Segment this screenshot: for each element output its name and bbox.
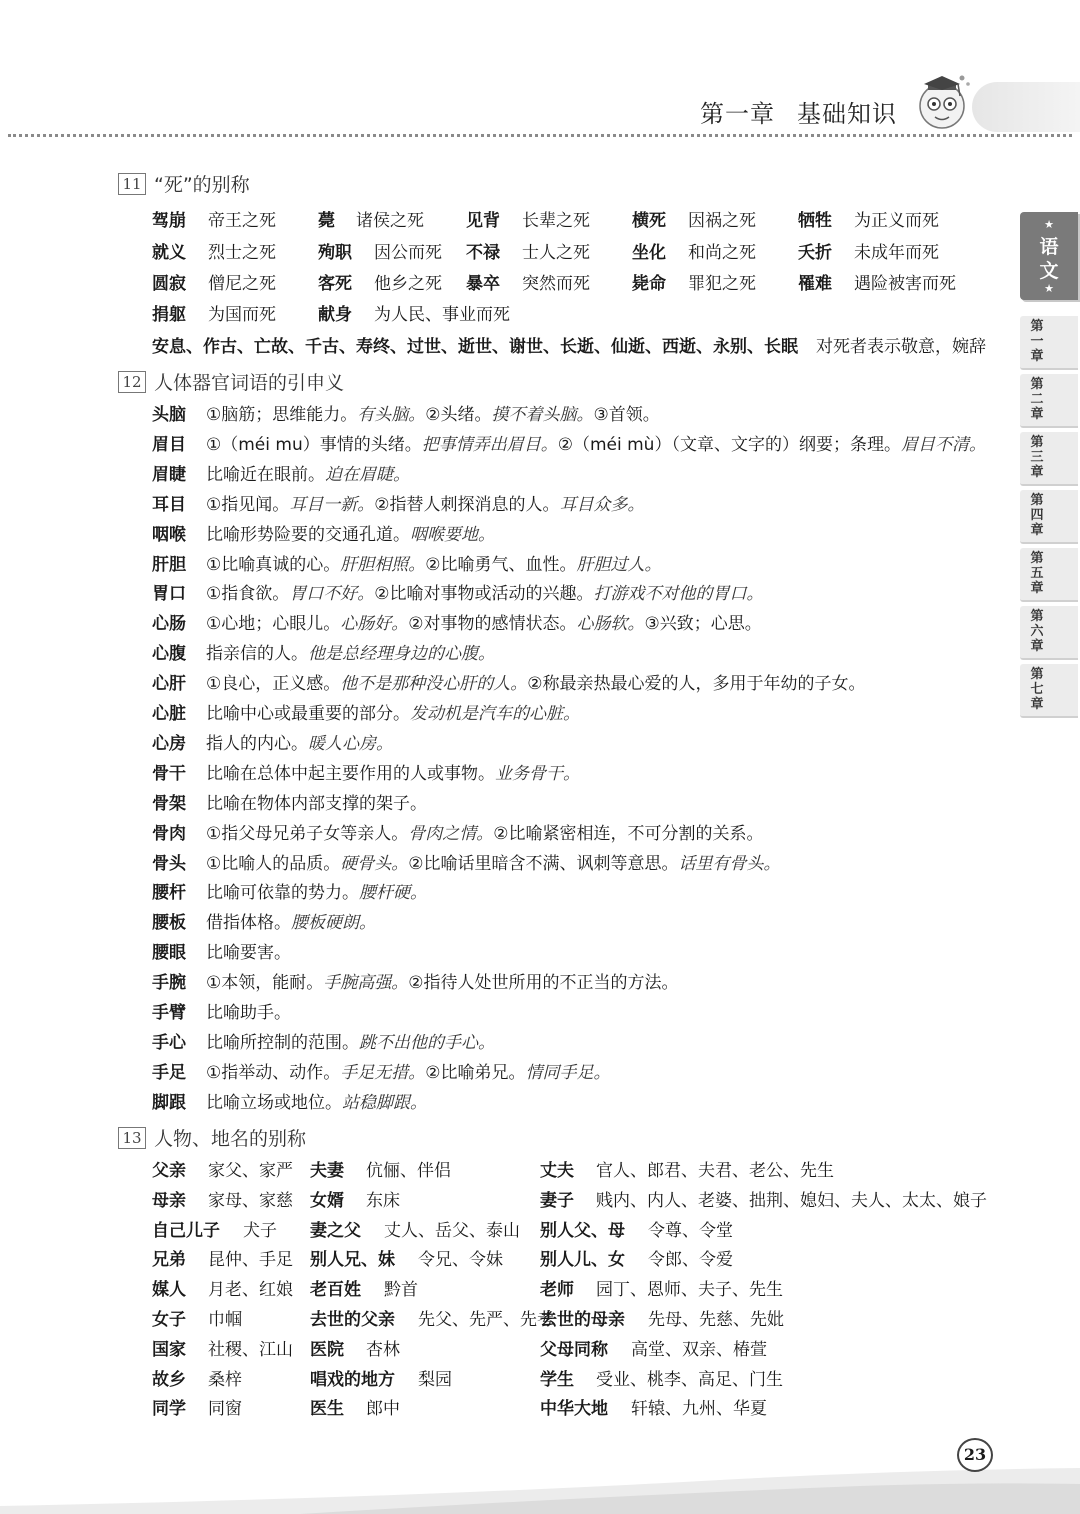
definition: 比喻助手。 (206, 1003, 291, 1023)
definition: 月老、红娘 (208, 1280, 293, 1301)
chapter-label: 第一章 (700, 100, 775, 128)
definition: 令兄、令妹 (418, 1250, 503, 1271)
definition-line (206, 669, 866, 694)
definition: 对死者表示敬意，婉辞 (816, 337, 986, 357)
definition: 他乡之死 (374, 274, 442, 294)
definition: 先母、先慈、先妣 (648, 1310, 784, 1330)
definition: ③兴致；心思。 (644, 614, 762, 635)
term: 不禄 (466, 243, 500, 263)
chapter-tab[interactable] (1020, 374, 1078, 428)
definition-line (206, 550, 662, 575)
definition: 罪犯之死 (688, 274, 756, 294)
term: 眉睫 (152, 464, 186, 485)
example: 硬骨头。 (340, 853, 409, 874)
star-icon: ★ (1044, 218, 1054, 231)
definition: ②指替人刺探消息的人。 (374, 494, 560, 515)
definition: ①本领，能耐。 (206, 973, 324, 994)
definition-line (206, 759, 580, 784)
definition: 为正义而死 (854, 211, 939, 231)
example: 手足无措。 (340, 1062, 426, 1083)
term: 薨 (318, 211, 335, 231)
term: 献身 (318, 305, 352, 325)
definition: 为国而死 (208, 305, 276, 325)
chapter-title: 基础知识 (797, 100, 897, 128)
term: 骨头 (152, 853, 186, 874)
footer-swoosh (0, 1440, 1080, 1514)
term: 别人兄、妹 (310, 1250, 395, 1271)
term: 医院 (310, 1339, 344, 1360)
example: 发动机是汽车的心脏。 (410, 704, 580, 724)
definition: ②称最亲热最心爱的人，多用于年幼的子女。 (527, 674, 866, 695)
definition: 社稷、江山 (208, 1339, 293, 1360)
section-heading (118, 368, 344, 395)
definition: 比喻中心或最重要的部分。 (206, 704, 410, 724)
definition: 烈士之死 (208, 243, 276, 263)
section-title: 人物、地名的别称 (154, 1128, 307, 1150)
definition: ②指待人处世所用的不正当的方法。 (408, 973, 679, 994)
term: 媒人 (152, 1280, 186, 1301)
term: 圆寂 (152, 274, 186, 294)
term: 腰板 (152, 913, 186, 934)
chapter-tab-char: 第 (1030, 319, 1044, 334)
example: 跳不出他的手心。 (359, 1032, 495, 1053)
example: 骨肉之情。 (408, 823, 494, 844)
chapter-tab-char: 第 (1030, 493, 1044, 508)
chapter-tab-char: 六 (1030, 624, 1044, 639)
term: 坐化 (632, 243, 666, 263)
star-icon: ★ (1044, 282, 1054, 295)
example: 心肠好。 (340, 614, 409, 635)
example: 肝胆相照。 (340, 554, 426, 575)
definition: 因公而死 (374, 243, 442, 263)
definition: 和尚之死 (688, 243, 756, 263)
chapter-tab-char: 第 (1030, 609, 1044, 624)
definition-line (206, 639, 495, 664)
example: 情同手足。 (525, 1062, 611, 1083)
definition: 郎中 (366, 1399, 400, 1420)
chapter-tab-char: 七 (1030, 682, 1044, 697)
term: 就义 (152, 243, 186, 263)
definition: 家父、家严 (208, 1161, 293, 1181)
chapter-tab-char: 二 (1030, 392, 1044, 407)
example: 耳目一新。 (289, 494, 375, 515)
term: 腰眼 (152, 943, 186, 964)
subject-tab[interactable] (1020, 212, 1078, 300)
chapter-tab[interactable] (1020, 664, 1078, 718)
term: 别人儿、女 (540, 1250, 625, 1271)
term: 学生 (540, 1369, 574, 1390)
term: 老百姓 (310, 1280, 361, 1301)
term: 同学 (152, 1399, 186, 1420)
example: 站稳脚跟。 (342, 1092, 427, 1113)
definition: 因祸之死 (688, 211, 756, 231)
term: 手腕 (152, 973, 186, 994)
term: 兄弟 (152, 1250, 186, 1271)
definition: ①比喻真诚的心。 (206, 554, 341, 575)
definition-line (206, 579, 764, 604)
definition: 长辈之死 (522, 211, 590, 231)
definition: 同窗 (208, 1399, 242, 1420)
definition: 东床 (366, 1190, 400, 1211)
chapter-tab[interactable] (1020, 548, 1078, 602)
term: 女婿 (310, 1190, 344, 1211)
term: 夫妻 (310, 1161, 344, 1181)
chapter-tab-char: 三 (1030, 450, 1044, 465)
example: 手腕高强。 (323, 973, 409, 994)
definition: 比喻形势险要的交通孔道。 (206, 524, 410, 545)
term: 骨干 (152, 763, 186, 784)
running-header (700, 94, 897, 129)
term: 骨架 (152, 793, 186, 814)
term: 暴卒 (466, 274, 500, 294)
definition: 令尊、令堂 (648, 1220, 733, 1241)
term: 见背 (466, 211, 500, 231)
definition: 突然而死 (522, 274, 590, 294)
chapter-tab-char: 第 (1030, 377, 1044, 392)
definition-line (206, 998, 291, 1023)
section-number: 12 (118, 371, 146, 393)
term: 父母同称 (540, 1339, 608, 1360)
term: 妻子 (540, 1190, 574, 1211)
definition-line (206, 460, 410, 485)
definition-line (206, 1028, 495, 1053)
example: 话里有骨头。 (678, 853, 781, 874)
definition-line (206, 1058, 611, 1083)
definition-line (206, 609, 762, 634)
term: 去世的父亲 (310, 1310, 395, 1330)
definition: ②对事物的感情状态。 (408, 614, 577, 635)
example: 把事情弄出眉目。 (421, 434, 558, 455)
definition: 园丁、恩师、夫子、先生 (596, 1280, 783, 1301)
example: 有头脑。 (357, 405, 426, 425)
definition: 桑梓 (208, 1369, 242, 1390)
term: 国家 (152, 1339, 186, 1360)
example: 业务骨干。 (495, 763, 580, 784)
term: 故乡 (152, 1369, 186, 1390)
section-number: 11 (118, 173, 146, 195)
example: 胃口不好。 (289, 584, 375, 605)
chapter-tab-char: 章 (1030, 639, 1044, 654)
example: 腰杆硬。 (359, 883, 427, 904)
definition-line (206, 1088, 427, 1113)
term: 母亲 (152, 1190, 186, 1211)
definition-line (206, 878, 427, 903)
death-synonyms-row (152, 332, 986, 357)
definition: 借指体格。 (206, 913, 291, 934)
term: 丈夫 (540, 1161, 574, 1181)
chapter-tab[interactable] (1020, 490, 1078, 544)
term: 毙命 (632, 274, 666, 294)
definition: 比喻可依靠的势力。 (206, 883, 359, 904)
definition: 官人、郎君、夫君、老公、先生 (596, 1161, 834, 1181)
definition: 家母、家慈 (208, 1190, 293, 1211)
definition: 比喻要害。 (206, 943, 291, 964)
definition: 为人民、事业而死 (374, 305, 510, 325)
term: 医生 (310, 1399, 344, 1420)
example: 打游戏不对他的胃口。 (593, 584, 764, 605)
definition: ①脑筋；思维能力。 (206, 405, 358, 425)
definition: 伉俪、伴侣 (366, 1161, 451, 1181)
definition: 先父、先严、先考 (418, 1310, 554, 1330)
chapter-tab-char: 章 (1030, 349, 1044, 364)
term: 夭折 (798, 243, 832, 263)
section-heading (118, 170, 250, 197)
chapter-tab[interactable] (1020, 606, 1078, 660)
chapter-tab[interactable] (1020, 316, 1078, 370)
definition: 比喻近在眼前。 (206, 464, 325, 485)
definition: 诸侯之死 (356, 211, 424, 231)
term: 咽喉 (152, 524, 186, 545)
section-title: 人体器官词语的引申义 (154, 372, 345, 394)
term: 腰杆 (152, 883, 186, 904)
term: 手臂 (152, 1003, 186, 1023)
definition: 杏林 (366, 1339, 400, 1360)
section-heading (118, 1124, 306, 1151)
definition: ①指食欲。 (206, 584, 290, 605)
definition-line (206, 789, 427, 814)
term: 去世的母亲 (540, 1310, 625, 1330)
definition: 遇险被害而死 (854, 274, 956, 294)
definition: ①比喻人的品质。 (206, 853, 341, 874)
definition: 令郎、令爱 (648, 1250, 733, 1271)
definition: 巾帼 (208, 1310, 242, 1330)
definition: 犬子 (243, 1220, 277, 1241)
term: 心肠 (152, 614, 186, 635)
term: 肝胆 (152, 554, 186, 575)
definition-line (206, 938, 291, 963)
term: 心房 (152, 733, 186, 754)
example: 眉目不清。 (900, 434, 986, 455)
definition: ①指见闻。 (206, 494, 290, 515)
definition: 帝王之死 (208, 211, 276, 231)
term: 驾崩 (152, 211, 186, 231)
definition: 比喻立场或地位。 (206, 1092, 342, 1113)
definition: ①良心，正义感。 (206, 674, 341, 695)
term: 头脑 (152, 405, 186, 425)
chapter-tab-char: 四 (1030, 508, 1044, 523)
chapter-tab-char: 章 (1030, 697, 1044, 712)
term: 脚跟 (152, 1092, 186, 1113)
header-divider (8, 134, 1072, 137)
term: 心脏 (152, 704, 186, 724)
definition: ②比喻话里暗含不满、讽刺等意思。 (408, 853, 679, 874)
example: 暖人心房。 (308, 733, 393, 754)
definition-line (206, 968, 679, 993)
example: 心肠软。 (576, 614, 645, 635)
definition: ②（méi mù）（文章、文字的）纲要；条理。 (557, 434, 901, 455)
header-band (972, 82, 1080, 132)
definition: 指亲信的人。 (206, 644, 308, 665)
term: 中华大地 (540, 1399, 608, 1420)
chapter-tab-char: 第 (1030, 435, 1044, 450)
definition: 梨园 (418, 1369, 452, 1390)
page-number: 23 (957, 1438, 993, 1472)
definition-line (206, 729, 393, 754)
term: 心腹 (152, 644, 186, 665)
chapter-tab[interactable] (1020, 432, 1078, 486)
definition: ②比喻弟兄。 (425, 1062, 526, 1083)
definition: 黔首 (384, 1280, 418, 1301)
term: 骨肉 (152, 823, 186, 844)
chapter-tab-char: 第 (1030, 551, 1044, 566)
definition: 受业、桃李、高足、门生 (596, 1369, 783, 1390)
definition: 未成年而死 (854, 243, 939, 263)
term: 妻之父 (310, 1220, 361, 1241)
definition: ②比喻对事物或活动的兴趣。 (374, 584, 594, 605)
definition: ①指父母兄弟子女等亲人。 (206, 823, 409, 844)
term: 眉目 (152, 434, 186, 455)
term: 老师 (540, 1280, 574, 1301)
chapter-tab-char: 第 (1030, 667, 1044, 682)
term: 别人父、母 (540, 1220, 625, 1241)
subject-char-2: 文 (1039, 260, 1059, 282)
definition: 贱内、内人、老婆、拙荆、媳妇、夫人、太太、娘子 (596, 1190, 987, 1211)
example: 肝胆过人。 (576, 554, 662, 575)
chapter-tab-char: 章 (1030, 523, 1044, 538)
term: 罹难 (798, 274, 832, 294)
example: 耳目众多。 (559, 494, 645, 515)
term: 女子 (152, 1310, 186, 1330)
definition-line (206, 908, 376, 933)
term: 牺牲 (798, 211, 832, 231)
term: 横死 (632, 211, 666, 231)
definition: 指人的内心。 (206, 733, 308, 754)
chapter-tab-char: 章 (1030, 407, 1044, 422)
chapter-tab-char: 章 (1030, 465, 1044, 480)
mascot-icon (912, 70, 972, 132)
term: 手足 (152, 1062, 186, 1083)
example: 他是总经理身边的心腹。 (308, 644, 495, 665)
definition: 丈人、岳父、泰山 (384, 1220, 520, 1241)
definition-line (206, 520, 495, 545)
term: 自己儿子 (152, 1220, 220, 1241)
subject-char-1: 语 (1039, 236, 1059, 258)
definition: 高堂、双亲、椿萱 (631, 1339, 767, 1360)
term: 耳目 (152, 494, 186, 515)
term: 心肝 (152, 674, 186, 695)
definition: 轩辕、九州、华夏 (631, 1399, 767, 1420)
term: 捐躯 (152, 305, 186, 325)
chapter-tab-char: 一 (1030, 334, 1044, 349)
definition: ①心地；心眼儿。 (206, 614, 341, 635)
example: 咽喉要地。 (410, 524, 495, 545)
term: 父亲 (152, 1161, 186, 1181)
term: 胃口 (152, 584, 186, 605)
example: 摸不着头脑。 (491, 405, 594, 425)
example: 迫在眉睫。 (325, 464, 410, 485)
definition: ②头绪。 (425, 405, 492, 425)
definition: 士人之死 (522, 243, 590, 263)
definition-line (206, 699, 580, 724)
term: 客死 (318, 274, 352, 294)
example: 他不是那种没心肝的人。 (340, 674, 528, 695)
term: 唱戏的地方 (310, 1369, 395, 1390)
term: 安息、作古、亡故、千古、寿终、过世、逝世、谢世、长逝、仙逝、西逝、永别、长眠 (152, 337, 798, 357)
definition-line (206, 430, 986, 455)
definition: 比喻所控制的范围。 (206, 1032, 359, 1053)
term: 殉职 (318, 243, 352, 263)
example: 腰板硬朗。 (291, 913, 376, 934)
chapter-tab-char: 章 (1030, 581, 1044, 596)
definition: ②比喻勇气、血性。 (425, 554, 577, 575)
section-number: 13 (118, 1127, 146, 1149)
definition-line (206, 490, 645, 515)
definition-line (206, 400, 660, 425)
definition: ③首领。 (593, 405, 660, 425)
definition: ②比喻紧密相连，不可分割的关系。 (493, 823, 764, 844)
definition: 比喻在总体中起主要作用的人或事物。 (206, 763, 495, 784)
definition: 比喻在物体内部支撑的架子。 (206, 793, 427, 814)
term: 手心 (152, 1032, 186, 1053)
definition-line (206, 819, 764, 844)
chapter-tab-char: 五 (1030, 566, 1044, 581)
definition: ①指举动、动作。 (206, 1062, 341, 1083)
definition: 昆仲、手足 (208, 1250, 293, 1271)
definition: ①（méi mu）事情的头绪。 (206, 434, 422, 455)
definition: 僧尼之死 (208, 274, 276, 294)
definition-line (206, 849, 781, 874)
section-title: “死”的别称 (154, 174, 250, 196)
